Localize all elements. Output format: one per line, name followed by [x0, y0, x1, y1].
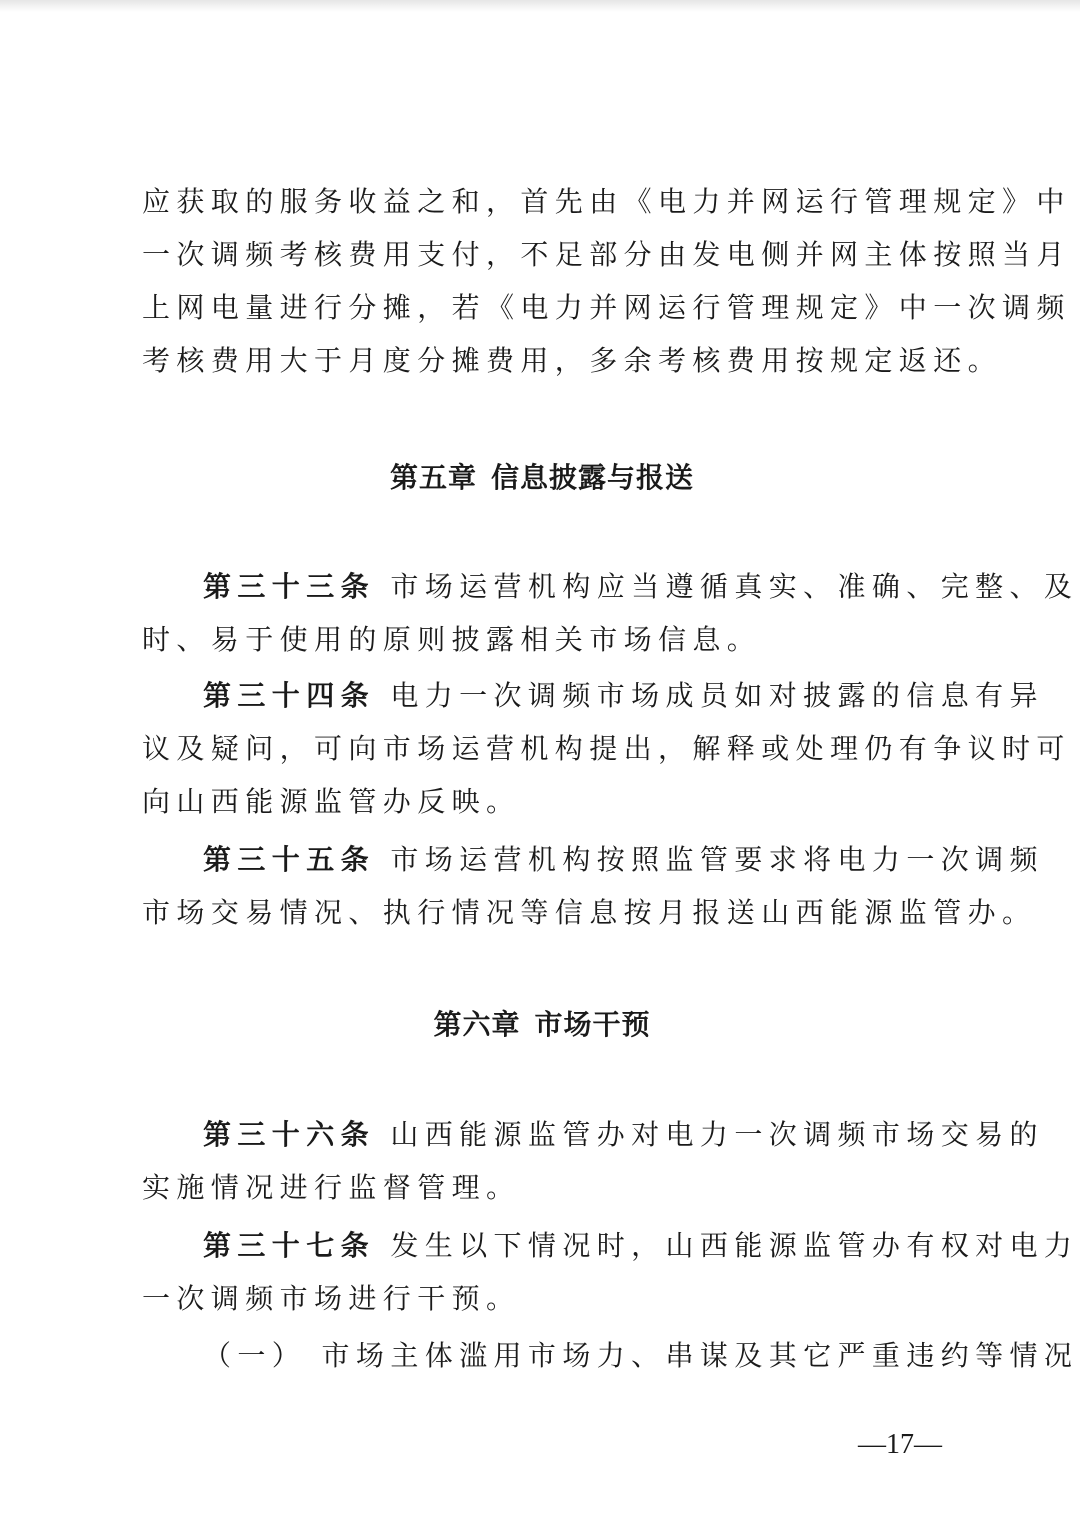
list-item-text: 市场主体滥用市场力、串谋及其它严重违约等情况 — [321, 1339, 1079, 1372]
scan-edge-shadow — [0, 0, 1080, 12]
article-line: 市场交易情况、执行情况等信息按月报送山西能源监管办。 — [142, 896, 1037, 929]
article-34 — [142, 669, 1071, 828]
chapter-number: 第五章 — [389, 461, 477, 494]
article-label: 第三十四条 — [203, 679, 376, 712]
article-line: 时、易于使用的原则披露相关市场信息。 — [142, 623, 762, 656]
article-36 — [142, 1108, 1044, 1214]
article-text: 市场运营机构按照监管要求将电力一次调频 — [390, 843, 1044, 876]
article-33 — [142, 560, 1079, 666]
paragraph-line: 考核费用大于月度分摊费用，多余考核费用按规定返还。 — [142, 344, 1003, 377]
article-first-line — [142, 833, 1044, 886]
article-first-line — [142, 669, 1044, 722]
chapter-title: 信息披露与报送 — [491, 461, 695, 494]
article-label: 第三十三条 — [203, 570, 376, 603]
article-text: 市场运营机构应当遵循真实、准确、完整、及 — [390, 570, 1079, 603]
page-number: —17— — [858, 1429, 942, 1460]
list-item-1 — [142, 1329, 1079, 1382]
article-text: 山西能源监管办对电力一次调频市场交易的 — [390, 1118, 1044, 1151]
chapter-number: 第六章 — [433, 1008, 521, 1041]
article-line: 议及疑问，可向市场运营机构提出，解释或处理仍有争议时可 — [142, 732, 1071, 765]
article-line: 实施情况进行监督管理。 — [142, 1171, 521, 1204]
chapter-5-heading — [142, 458, 942, 498]
article-37 — [142, 1219, 1079, 1325]
chapter-title: 市场干预 — [534, 1008, 651, 1041]
article-label: 第三十七条 — [203, 1229, 376, 1262]
article-label: 第三十六条 — [203, 1118, 376, 1151]
article-line: 一次调频市场进行干预。 — [142, 1282, 521, 1315]
article-first-line — [142, 560, 1079, 613]
article-first-line — [142, 1108, 1044, 1161]
article-35 — [142, 833, 1044, 939]
paragraph-line: 上网电量进行分摊，若《电力并网运行管理规定》中一次调频 — [142, 291, 1071, 324]
article-text: 发生以下情况时，山西能源监管办有权对电力 — [390, 1229, 1079, 1262]
article-label: 第三十五条 — [203, 843, 376, 876]
list-item-line — [142, 1329, 1079, 1382]
article-first-line — [142, 1219, 1079, 1272]
article-text: 电力一次调频市场成员如对披露的信息有异 — [390, 679, 1044, 712]
continuation-paragraph — [142, 175, 1071, 387]
paragraph-line: 一次调频考核费用支付，不足部分由发电侧并网主体按照当月 — [142, 238, 1071, 271]
paragraph-line: 应获取的服务收益之和，首先由《电力并网运行管理规定》中 — [142, 185, 1071, 218]
list-item-label: （一） — [203, 1339, 307, 1372]
article-line: 向山西能源监管办反映。 — [142, 785, 521, 818]
chapter-6-heading — [142, 1005, 942, 1045]
